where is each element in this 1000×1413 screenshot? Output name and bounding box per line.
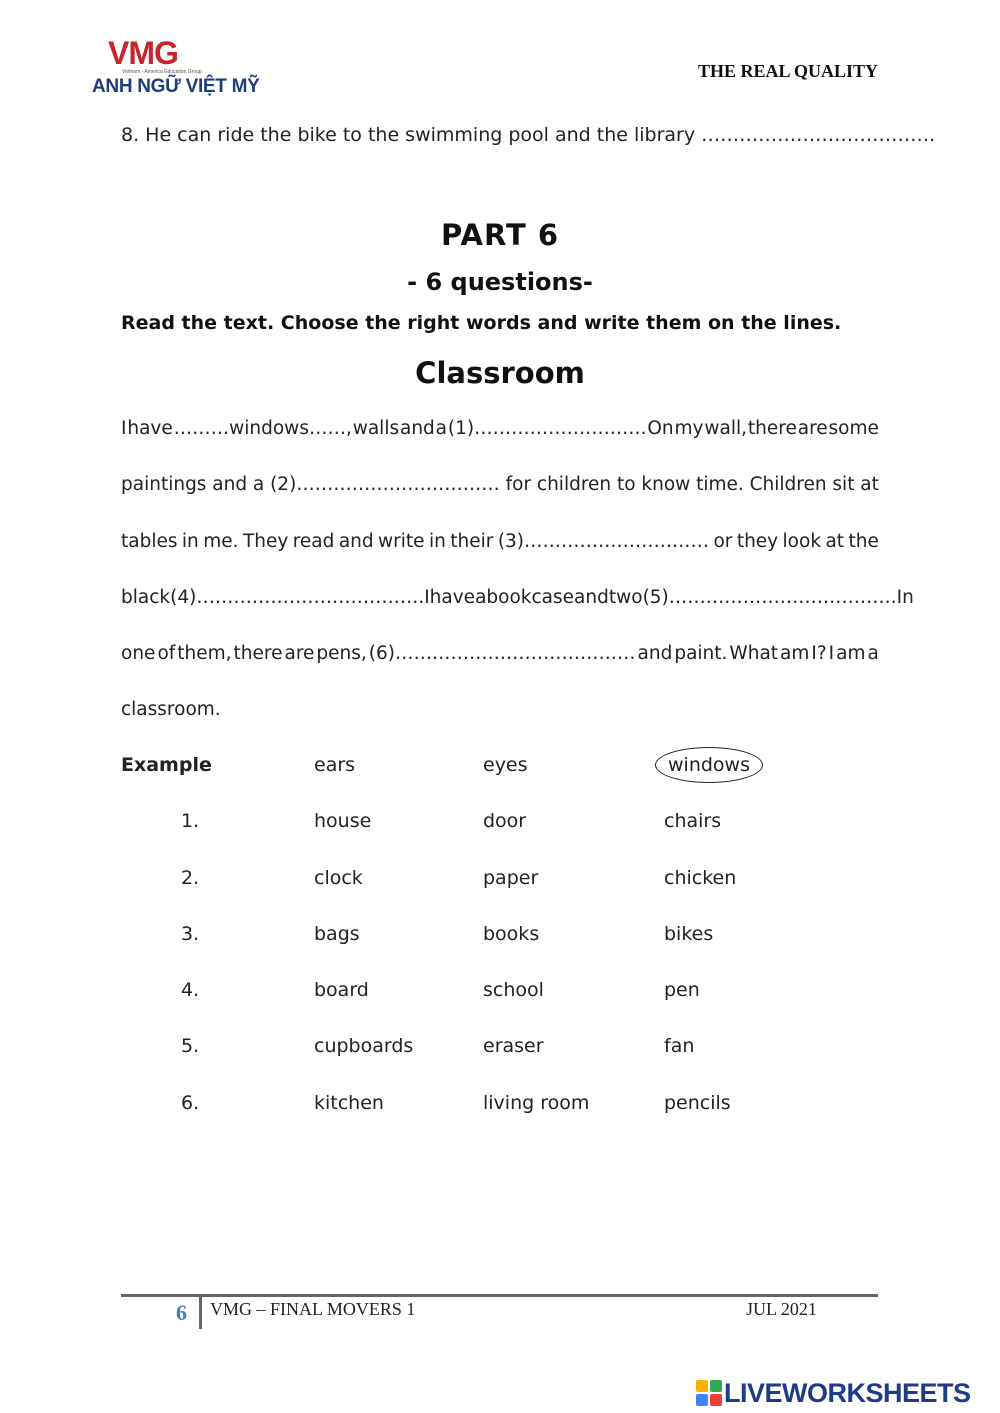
text-word: What (729, 643, 779, 665)
text-word: in (428, 530, 446, 552)
text-word: for (505, 474, 532, 496)
text-word: (6)………………………………… (368, 643, 636, 665)
logo-name: ANH NGỮ VIỆT MỸ (92, 76, 260, 97)
header-tagline: THE REAL QUALITY (697, 61, 878, 81)
example-choice-3-circled: windows (655, 747, 763, 783)
liveworksheets-logo-icon (696, 1380, 722, 1406)
text-word: at (860, 474, 879, 496)
text-word: ………windows……, (173, 418, 352, 439)
option-choice[interactable]: clock (314, 866, 363, 889)
text-word: or (713, 530, 733, 552)
option-choice[interactable]: board (314, 979, 369, 1002)
text-word: I (828, 643, 835, 665)
part-title: PART 6 (440, 218, 560, 252)
option-choice[interactable]: door (483, 810, 527, 833)
footer-vertical-divider (199, 1297, 202, 1329)
option-number: 6. (181, 1091, 200, 1114)
footer-date: JUL 2021 (746, 1299, 817, 1319)
option-choice[interactable]: pen (664, 979, 700, 1002)
text-word: of (157, 643, 176, 665)
text-word: I (121, 418, 127, 439)
text-word: at (825, 530, 845, 552)
text-word: some (828, 418, 879, 439)
text-word: sit (832, 474, 855, 496)
part-subtitle: - 6 questions- (407, 268, 593, 296)
option-number: 5. (181, 1035, 200, 1058)
text-line (121, 465, 879, 521)
example-row (121, 748, 881, 804)
option-row-5 (121, 1029, 881, 1085)
option-row-2 (121, 861, 881, 917)
text-word: I (424, 586, 430, 608)
option-choice[interactable]: eraser (483, 1035, 544, 1058)
text-word: paintings (121, 474, 207, 496)
text-word: a (252, 474, 265, 496)
text-word: and (212, 474, 248, 496)
example-choice-2: eyes (483, 754, 528, 776)
text-word: and (637, 643, 673, 665)
text-word: and (574, 586, 609, 608)
logo-subtitle: Vietnam - America Education Group (122, 69, 202, 75)
option-choice[interactable]: chairs (664, 810, 722, 833)
text-word: and (399, 418, 435, 439)
text-word: tables (121, 530, 178, 552)
text-word: have (127, 418, 173, 439)
text-word: have (429, 586, 476, 608)
option-number: 3. (181, 922, 200, 945)
text-word: I? (811, 643, 827, 665)
liveworksheets-watermark (696, 1376, 971, 1410)
text-word: pens, (316, 643, 367, 665)
text-word: classroom. (121, 699, 221, 721)
text-title: Classroom (415, 356, 585, 390)
text-word: two (608, 586, 643, 608)
text-word: time. (696, 474, 744, 496)
option-number: 4. (181, 979, 200, 1002)
option-row-4 (121, 973, 881, 1029)
text-word: black (121, 586, 171, 608)
text-word: am (780, 643, 810, 665)
text-word: they (736, 530, 779, 552)
text-word: the (848, 530, 879, 552)
text-word: them, (177, 643, 232, 665)
page-number: 6 (176, 1300, 187, 1325)
text-line (121, 522, 879, 578)
text-word: are (284, 643, 315, 665)
option-choice[interactable]: school (483, 979, 544, 1002)
text-word: their (450, 530, 494, 552)
text-line (121, 634, 879, 690)
footer-divider (121, 1294, 878, 1297)
option-choice[interactable]: pencils (664, 1091, 731, 1114)
text-word: to (616, 474, 636, 496)
reading-text (121, 409, 914, 747)
text-word: there (747, 418, 797, 439)
text-word: bookcase (486, 586, 575, 608)
option-row-6 (121, 1086, 881, 1142)
text-word: (3)………………………… (497, 530, 710, 552)
option-choice[interactable]: cupboards (314, 1035, 414, 1058)
text-word: (5)………………………………. (642, 586, 897, 608)
watermark-text: LIVEWORKSHEETS (724, 1377, 971, 1408)
example-label: Example (121, 754, 212, 776)
text-word: am (836, 643, 866, 665)
text-word: (1)………………………. (447, 418, 647, 439)
text-word: me. (203, 530, 239, 552)
text-word: are (797, 418, 828, 439)
text-word: in (181, 530, 199, 552)
text-line (121, 578, 914, 634)
option-choice[interactable]: bags (314, 922, 360, 945)
option-choice[interactable]: books (483, 922, 540, 945)
text-word: (2)…………………………… (270, 474, 500, 496)
footer-title: VMG – FINAL MOVERS 1 (210, 1299, 416, 1319)
vmg-logo (92, 36, 272, 100)
text-word: wall, (704, 418, 748, 439)
text-word: a (867, 643, 879, 665)
text-word: Children (749, 474, 827, 496)
text-word: a (435, 418, 448, 439)
previous-question: 8. He can ride the bike to the swimming pool and the library ………………………………. (121, 124, 936, 146)
option-number: 2. (181, 866, 200, 889)
text-word: and (338, 530, 374, 552)
example-choice-1: ears (314, 754, 356, 776)
option-row-1 (121, 804, 881, 860)
text-word: a (475, 586, 487, 608)
text-line (121, 409, 879, 465)
text-word: (4)………………………………. (170, 586, 425, 608)
text-word: On (647, 418, 674, 439)
option-choice[interactable]: house (314, 810, 372, 833)
option-choice[interactable]: living room (483, 1091, 590, 1114)
text-word: my (674, 418, 704, 439)
option-number: 1. (181, 810, 200, 833)
text-word: paint. (674, 643, 728, 665)
logo-brand: VMG (108, 35, 178, 71)
text-word: there (233, 643, 283, 665)
option-row-3 (121, 917, 881, 973)
text-word: They (242, 530, 289, 552)
instruction: Read the text. Choose the right words and write them on the lines. (121, 312, 842, 334)
text-word: one (121, 643, 156, 665)
option-choice[interactable]: fan (664, 1035, 695, 1058)
word-options-table (121, 748, 881, 1142)
option-choice[interactable]: chicken (664, 866, 737, 889)
text-word: walls (352, 418, 400, 439)
text-word: read (292, 530, 335, 552)
option-choice[interactable]: paper (483, 866, 539, 889)
text-word: know (641, 474, 691, 496)
text-line (121, 690, 879, 746)
text-word: In (896, 586, 914, 608)
text-word: look (782, 530, 822, 552)
option-choice[interactable]: bikes (664, 922, 714, 945)
text-word: children (536, 474, 612, 496)
option-choice[interactable]: kitchen (314, 1091, 384, 1114)
text-word: write (378, 530, 425, 552)
